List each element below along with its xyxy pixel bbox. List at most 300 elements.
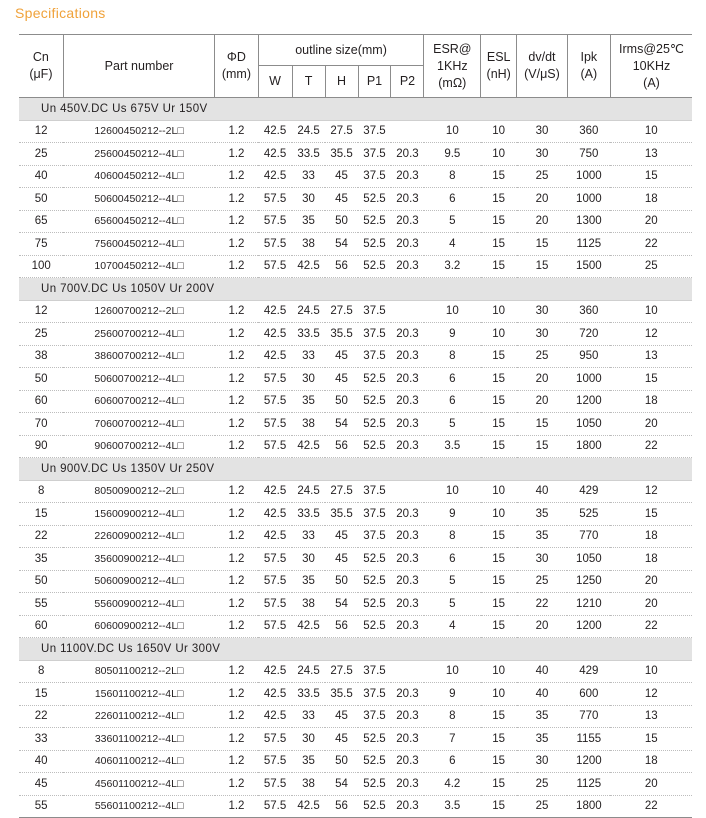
section-label: Un 450V.DC Us 675V Ur 150V (19, 98, 692, 121)
table-cell: 600 (567, 683, 610, 706)
table-cell: 1.2 (215, 255, 258, 278)
table-cell: 10 (481, 660, 517, 683)
table-cell: 20.3 (391, 390, 424, 413)
table-cell: 22 (19, 705, 63, 728)
table-cell: 75600450212--4L□ (63, 233, 214, 256)
table-cell: 1.2 (215, 143, 258, 166)
table-cell: 42.5 (258, 525, 292, 548)
table-cell: 1.2 (215, 345, 258, 368)
table-cell: 30 (292, 368, 325, 391)
table-cell: 42.5 (258, 480, 292, 503)
table-cell: 6 (424, 548, 481, 571)
table-cell: 15 (481, 570, 517, 593)
table-cell: 12 (19, 120, 63, 143)
table-cell: 13 (610, 143, 692, 166)
table-cell: 6 (424, 750, 481, 773)
header-phi-unit: (mm) (221, 67, 252, 81)
table-cell: 770 (567, 525, 610, 548)
table-cell: 35 (517, 728, 567, 751)
table-cell: 55 (19, 795, 63, 818)
table-cell: 1.2 (215, 728, 258, 751)
table-cell: 1.2 (215, 570, 258, 593)
table-cell: 65600450212--4L□ (63, 210, 214, 233)
table-row (19, 368, 692, 391)
table-cell: 33.5 (292, 323, 325, 346)
table-cell: 20.3 (391, 750, 424, 773)
table-cell: 42.5 (292, 435, 325, 458)
table-cell: 57.5 (258, 593, 292, 616)
table-cell: 55601100212--4L□ (63, 795, 214, 818)
table-cell: 54 (325, 773, 358, 796)
table-cell: 15 (481, 705, 517, 728)
table-cell (391, 120, 424, 143)
table-cell: 1.2 (215, 435, 258, 458)
header-dim-p2: P2 (391, 66, 424, 98)
header-esl-unit: (nH) (486, 67, 511, 81)
table-cell: 75 (19, 233, 63, 256)
table-cell: 37.5 (358, 323, 391, 346)
table-cell: 57.5 (258, 413, 292, 436)
table-cell: 57.5 (258, 368, 292, 391)
table-cell: 57.5 (258, 255, 292, 278)
table-cell: 30 (517, 143, 567, 166)
table-cell: 15 (481, 210, 517, 233)
table-cell: 27.5 (325, 120, 358, 143)
table-row (19, 570, 692, 593)
table-cell: 1050 (567, 548, 610, 571)
table-cell: 1800 (567, 795, 610, 818)
table-cell: 30 (292, 188, 325, 211)
table-cell: 27.5 (325, 480, 358, 503)
table-cell: 950 (567, 345, 610, 368)
table-cell: 90600700212--4L□ (63, 435, 214, 458)
header-esl-label: ESL (486, 50, 511, 64)
table-row (19, 773, 692, 796)
table-cell: 35 (292, 390, 325, 413)
table-cell: 8 (19, 480, 63, 503)
table-cell: 12 (610, 683, 692, 706)
table-cell: 27.5 (325, 660, 358, 683)
table-cell: 25 (517, 773, 567, 796)
table-cell: 720 (567, 323, 610, 346)
header-irms-unit: (A) (643, 75, 660, 90)
header-dim-t: T (292, 66, 325, 98)
table-cell: 57.5 (258, 233, 292, 256)
table-cell: 1200 (567, 390, 610, 413)
table-cell: 25 (517, 795, 567, 818)
table-cell: 54 (325, 233, 358, 256)
table-cell: 33.5 (292, 503, 325, 526)
table-cell: 33 (292, 705, 325, 728)
table-cell: 20.3 (391, 593, 424, 616)
table-cell: 1.2 (215, 120, 258, 143)
section-label: Un 700V.DC Us 1050V Ur 200V (19, 278, 692, 301)
table-cell: 12600450212--2L□ (63, 120, 214, 143)
table-cell: 50600900212--4L□ (63, 570, 214, 593)
table-cell: 70 (19, 413, 63, 436)
table-cell: 15 (481, 188, 517, 211)
header-ipk (567, 35, 610, 98)
table-cell: 22600900212--4L□ (63, 525, 214, 548)
table-cell: 80500900212--2L□ (63, 480, 214, 503)
table-cell: 42.5 (258, 503, 292, 526)
table-cell: 50600700212--4L□ (63, 368, 214, 391)
table-cell: 20.3 (391, 323, 424, 346)
voltage-section-row (19, 278, 692, 301)
table-cell: 10 (424, 120, 481, 143)
table-cell: 10 (610, 300, 692, 323)
table-cell: 42.5 (258, 120, 292, 143)
table-cell: 42.5 (258, 300, 292, 323)
table-cell: 9 (424, 503, 481, 526)
table-cell: 25600450212--4L□ (63, 143, 214, 166)
table-cell: 15 (481, 390, 517, 413)
table-cell: 1.2 (215, 660, 258, 683)
table-cell: 35 (292, 210, 325, 233)
table-cell: 525 (567, 503, 610, 526)
table-cell: 4.2 (424, 773, 481, 796)
table-cell: 3.5 (424, 795, 481, 818)
table-cell: 52.5 (358, 390, 391, 413)
table-cell: 25 (517, 345, 567, 368)
table-cell: 20.3 (391, 233, 424, 256)
specifications-table (19, 34, 692, 818)
table-cell: 9.5 (424, 143, 481, 166)
table-cell: 52.5 (358, 728, 391, 751)
table-cell: 37.5 (358, 165, 391, 188)
table-cell: 1125 (567, 233, 610, 256)
table-cell: 100 (19, 255, 63, 278)
table-row (19, 255, 692, 278)
table-cell: 1155 (567, 728, 610, 751)
table-cell: 6 (424, 368, 481, 391)
table-cell: 55600900212--4L□ (63, 593, 214, 616)
table-cell: 52.5 (358, 593, 391, 616)
table-row (19, 435, 692, 458)
header-esr-label: ESR@ (433, 41, 472, 56)
table-cell: 1.2 (215, 750, 258, 773)
table-cell: 10 (424, 660, 481, 683)
table-cell: 20 (517, 615, 567, 638)
table-cell: 65 (19, 210, 63, 233)
table-row (19, 210, 692, 233)
table-cell: 52.5 (358, 435, 391, 458)
table-cell: 33 (292, 165, 325, 188)
table-cell: 429 (567, 660, 610, 683)
table-cell: 9 (424, 323, 481, 346)
table-row (19, 143, 692, 166)
table-cell: 57.5 (258, 728, 292, 751)
table-cell: 15 (481, 773, 517, 796)
table-cell: 20.3 (391, 368, 424, 391)
table-cell: 52.5 (358, 233, 391, 256)
table-cell: 12 (19, 300, 63, 323)
table-cell: 10 (481, 683, 517, 706)
table-cell: 15 (481, 413, 517, 436)
table-cell: 60600900212--4L□ (63, 615, 214, 638)
header-dim-h: H (325, 66, 358, 98)
table-cell: 15 (481, 165, 517, 188)
table-cell: 52.5 (358, 413, 391, 436)
table-cell: 56 (325, 435, 358, 458)
table-cell: 1.2 (215, 705, 258, 728)
table-cell: 1000 (567, 368, 610, 391)
table-cell: 42.5 (258, 143, 292, 166)
table-cell: 20.3 (391, 795, 424, 818)
table-cell: 60 (19, 390, 63, 413)
table-cell: 42.5 (258, 323, 292, 346)
table-cell: 33.5 (292, 143, 325, 166)
table-cell: 56 (325, 795, 358, 818)
table-cell: 42.5 (258, 683, 292, 706)
table-cell: 12600700212--2L□ (63, 300, 214, 323)
table-cell: 20.3 (391, 615, 424, 638)
table-cell: 20.3 (391, 683, 424, 706)
table-cell: 360 (567, 120, 610, 143)
table-cell: 22 (517, 593, 567, 616)
header-dvdt-label: dv/dt (528, 50, 556, 64)
table-cell: 10 (481, 503, 517, 526)
table-cell: 40 (19, 750, 63, 773)
table-cell: 15 (481, 233, 517, 256)
table-cell: 15 (481, 255, 517, 278)
table-header (19, 35, 692, 98)
table-cell: 8 (424, 165, 481, 188)
table-cell: 20.3 (391, 503, 424, 526)
voltage-section-row (19, 98, 692, 121)
table-cell: 15601100212--4L□ (63, 683, 214, 706)
table-cell: 50 (19, 368, 63, 391)
table-cell: 15 (481, 750, 517, 773)
table-cell: 52.5 (358, 548, 391, 571)
table-cell: 35 (19, 548, 63, 571)
table-cell: 1.2 (215, 683, 258, 706)
table-cell: 70600700212--4L□ (63, 413, 214, 436)
header-cn-unit: (μF) (29, 67, 53, 81)
table-cell: 22 (19, 525, 63, 548)
table-cell: 60 (19, 615, 63, 638)
table-cell: 35 (292, 570, 325, 593)
table-cell: 35.5 (325, 323, 358, 346)
table-cell: 57.5 (258, 210, 292, 233)
table-cell: 40 (19, 165, 63, 188)
header-esr-freq: 1KHz (437, 58, 468, 73)
header-cn-label: Cn (32, 50, 49, 64)
table-cell: 1.2 (215, 413, 258, 436)
table-cell: 8 (424, 345, 481, 368)
table-cell: 15 (610, 728, 692, 751)
table-cell: 8 (19, 660, 63, 683)
table-cell (391, 300, 424, 323)
table-cell: 25 (610, 255, 692, 278)
table-cell: 3.5 (424, 435, 481, 458)
table-row (19, 660, 692, 683)
table-cell: 40600450212--4L□ (63, 165, 214, 188)
table-cell: 1.2 (215, 773, 258, 796)
table-cell: 45 (325, 345, 358, 368)
table-cell: 1.2 (215, 390, 258, 413)
header-cn (19, 35, 63, 98)
table-cell: 52.5 (358, 615, 391, 638)
table-cell: 25600700212--4L□ (63, 323, 214, 346)
table-cell: 20 (517, 210, 567, 233)
table-cell: 15 (481, 368, 517, 391)
table-cell: 45 (325, 728, 358, 751)
table-cell: 45 (325, 548, 358, 571)
table-cell: 45 (19, 773, 63, 796)
voltage-section-row (19, 458, 692, 481)
table-cell: 33 (292, 525, 325, 548)
table-cell: 20.3 (391, 525, 424, 548)
table-cell: 40 (517, 683, 567, 706)
section-label: Un 900V.DC Us 1350V Ur 250V (19, 458, 692, 481)
table-body (19, 98, 692, 818)
table-cell: 45601100212--4L□ (63, 773, 214, 796)
table-row (19, 480, 692, 503)
table-cell: 15 (610, 503, 692, 526)
table-cell: 57.5 (258, 548, 292, 571)
table-cell: 42.5 (292, 615, 325, 638)
table-cell: 50 (325, 390, 358, 413)
table-cell: 50 (325, 750, 358, 773)
table-cell: 15 (481, 615, 517, 638)
table-cell: 1000 (567, 188, 610, 211)
table-cell: 38 (292, 773, 325, 796)
table-cell: 20 (517, 390, 567, 413)
table-cell: 38 (292, 593, 325, 616)
table-cell: 1210 (567, 593, 610, 616)
table-cell: 30 (517, 300, 567, 323)
table-cell: 57.5 (258, 750, 292, 773)
table-cell: 15 (610, 368, 692, 391)
table-row (19, 705, 692, 728)
header-diameter (215, 35, 258, 98)
table-cell: 35.5 (325, 503, 358, 526)
table-cell: 1200 (567, 750, 610, 773)
page-title: Specifications (15, 5, 106, 21)
table-cell: 25 (19, 323, 63, 346)
table-cell: 360 (567, 300, 610, 323)
table-cell: 4 (424, 615, 481, 638)
table-cell: 37.5 (358, 345, 391, 368)
table-cell: 9 (424, 683, 481, 706)
table-cell: 45 (325, 188, 358, 211)
table-row (19, 120, 692, 143)
table-cell: 15 (517, 413, 567, 436)
table-cell: 37.5 (358, 120, 391, 143)
table-cell: 15 (19, 503, 63, 526)
table-cell: 38600700212--4L□ (63, 345, 214, 368)
table-cell: 42.5 (258, 705, 292, 728)
table-cell: 35.5 (325, 683, 358, 706)
table-cell: 18 (610, 750, 692, 773)
table-cell: 429 (567, 480, 610, 503)
table-cell: 10 (481, 143, 517, 166)
table-row (19, 548, 692, 571)
table-cell: 1.2 (215, 615, 258, 638)
header-dim-p1: P1 (358, 66, 391, 98)
table-cell: 770 (567, 705, 610, 728)
table-cell: 50 (325, 570, 358, 593)
table-cell: 1800 (567, 435, 610, 458)
table-row (19, 188, 692, 211)
table-cell: 22 (610, 615, 692, 638)
table-cell: 10 (610, 120, 692, 143)
table-cell: 20 (517, 368, 567, 391)
table-cell: 15 (481, 435, 517, 458)
header-dvdt (517, 35, 567, 98)
table-cell: 22 (610, 435, 692, 458)
table-cell: 15 (517, 255, 567, 278)
header-ipk-unit: (A) (580, 67, 598, 81)
table-cell: 60600700212--4L□ (63, 390, 214, 413)
table-cell: 10 (610, 660, 692, 683)
table-cell: 37.5 (358, 660, 391, 683)
table-cell: 37.5 (358, 705, 391, 728)
table-cell: 52.5 (358, 368, 391, 391)
table-cell: 3.2 (424, 255, 481, 278)
table-cell: 25 (517, 570, 567, 593)
table-cell: 20.3 (391, 255, 424, 278)
table-cell: 24.5 (292, 660, 325, 683)
table-cell: 5 (424, 570, 481, 593)
table-row (19, 525, 692, 548)
table-cell: 24.5 (292, 120, 325, 143)
table-cell: 37.5 (358, 503, 391, 526)
table-cell: 37.5 (358, 143, 391, 166)
table-cell: 57.5 (258, 390, 292, 413)
header-part-number (63, 35, 214, 98)
table-cell: 20 (610, 570, 692, 593)
table-cell: 42.5 (258, 660, 292, 683)
table-cell: 1.2 (215, 300, 258, 323)
table-row (19, 615, 692, 638)
table-cell: 20 (610, 593, 692, 616)
table-cell: 35 (292, 750, 325, 773)
table-cell: 25 (19, 143, 63, 166)
table-cell: 52.5 (358, 210, 391, 233)
table-cell: 18 (610, 525, 692, 548)
table-cell: 5 (424, 413, 481, 436)
table-cell: 20.3 (391, 345, 424, 368)
table-cell: 12 (610, 480, 692, 503)
header-esr-unit: (mΩ) (438, 75, 467, 90)
table-cell: 15 (517, 233, 567, 256)
table-cell: 25 (517, 165, 567, 188)
header-part-label: Part number (104, 58, 174, 73)
table-cell: 1.2 (215, 480, 258, 503)
table-cell: 20 (517, 188, 567, 211)
table-cell: 12 (610, 323, 692, 346)
table-cell: 45 (325, 525, 358, 548)
table-cell: 38 (292, 413, 325, 436)
header-irms-label: Irms@25℃ (619, 41, 684, 56)
section-label: Un 1100V.DC Us 1650V Ur 300V (19, 638, 692, 661)
table-cell: 10700450212--4L□ (63, 255, 214, 278)
table-cell: 1000 (567, 165, 610, 188)
voltage-section-row (19, 638, 692, 661)
table-cell: 52.5 (358, 255, 391, 278)
table-cell: 33.5 (292, 683, 325, 706)
table-cell: 24.5 (292, 480, 325, 503)
table-cell: 1250 (567, 570, 610, 593)
table-cell: 22 (610, 795, 692, 818)
table-cell: 10 (424, 480, 481, 503)
table-cell: 7 (424, 728, 481, 751)
table-cell: 15 (19, 683, 63, 706)
table-cell: 30 (517, 750, 567, 773)
header-phi-label: ΦD (226, 50, 246, 64)
